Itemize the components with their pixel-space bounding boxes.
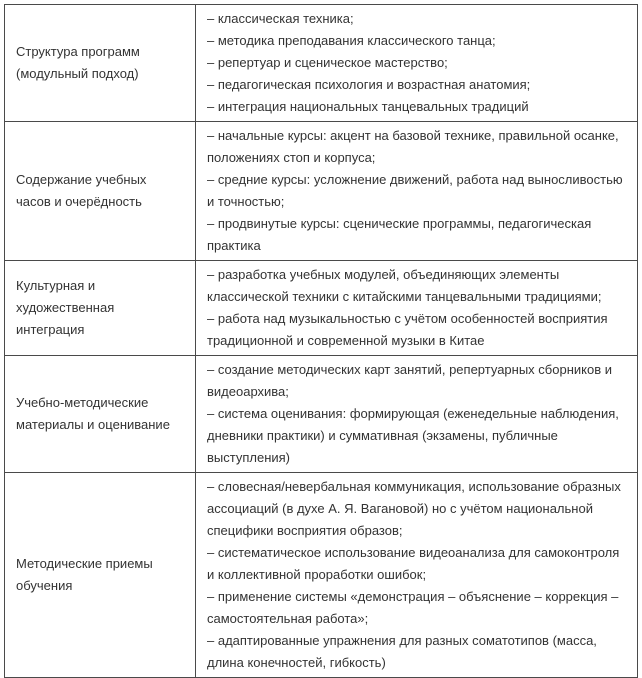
row-items-cell <box>196 261 638 356</box>
row-label: Культурная и художественная интеграция <box>16 278 115 337</box>
list-item: – средние курсы: усложнение движений, работа над выносливостью и точностью; <box>207 172 623 209</box>
list-item: – методика преподавания классического танца; <box>207 33 496 48</box>
row-label: Содержание учебных часов и очерёдность <box>16 172 147 209</box>
program-table-body <box>5 5 638 678</box>
program-table <box>4 4 638 678</box>
list-item: – разработка учебных модулей, объединяющих элементы классической техники с китайскими танцевальными традициями; <box>207 267 602 304</box>
table-row <box>5 122 638 261</box>
table-row <box>5 356 638 473</box>
row-items <box>207 476 626 674</box>
row-items <box>207 125 626 257</box>
list-item: – система оценивания: формирующая (еженедельные наблюдения, дневники практики) и суммативная (экзамены, публичные выступления) <box>207 406 619 465</box>
row-label: Учебно-методические материалы и оценивание <box>16 395 170 432</box>
row-label-cell <box>5 473 196 678</box>
list-item: – адаптированные упражнения для разных соматотипов (масса, длина конечностей, гибкость) <box>207 633 597 670</box>
table-row <box>5 473 638 678</box>
row-items-cell <box>196 473 638 678</box>
list-item: – систематическое использование видеоанализа для самоконтроля и коллективной проработки ошибок; <box>207 545 620 582</box>
list-item: – работа над музыкальностью с учётом особенностей восприятия традиционной и современной музыки в Китае <box>207 311 608 348</box>
list-item: – педагогическая психология и возрастная анатомия; <box>207 77 531 92</box>
row-label-cell <box>5 5 196 122</box>
row-items <box>207 8 626 118</box>
list-item: – применение системы «демонстрация – объяснение – коррекция – самостоятельная работа»; <box>207 589 619 626</box>
row-items <box>207 359 626 469</box>
row-items-cell <box>196 122 638 261</box>
row-label: Методические приемы обучения <box>16 556 153 593</box>
row-label-cell <box>5 356 196 473</box>
row-items-cell <box>196 356 638 473</box>
row-items <box>207 264 626 352</box>
list-item: – словесная/невербальная коммуникация, использование образных ассоциаций (в духе А. Я. Вагановой) но с учётом национальной специфики восприятия образов; <box>207 479 621 538</box>
list-item: – начальные курсы: акцент на базовой технике, правильной осанке, положениях стоп и корпуса; <box>207 128 619 165</box>
row-label-cell <box>5 122 196 261</box>
row-label-cell <box>5 261 196 356</box>
list-item: – продвинутые курсы: сценические программы, педагогическая практика <box>207 216 592 253</box>
list-item: – классическая техника; <box>207 11 354 26</box>
row-label: Структура программ (модульный подход) <box>16 44 140 81</box>
list-item: – репертуар и сценическое мастерство; <box>207 55 448 70</box>
table-row <box>5 5 638 122</box>
list-item: – создание методических карт занятий, репертуарных сборников и видеоархива; <box>207 362 612 399</box>
table-row <box>5 261 638 356</box>
list-item: – интеграция национальных танцевальных традиций <box>207 99 529 114</box>
row-items-cell <box>196 5 638 122</box>
